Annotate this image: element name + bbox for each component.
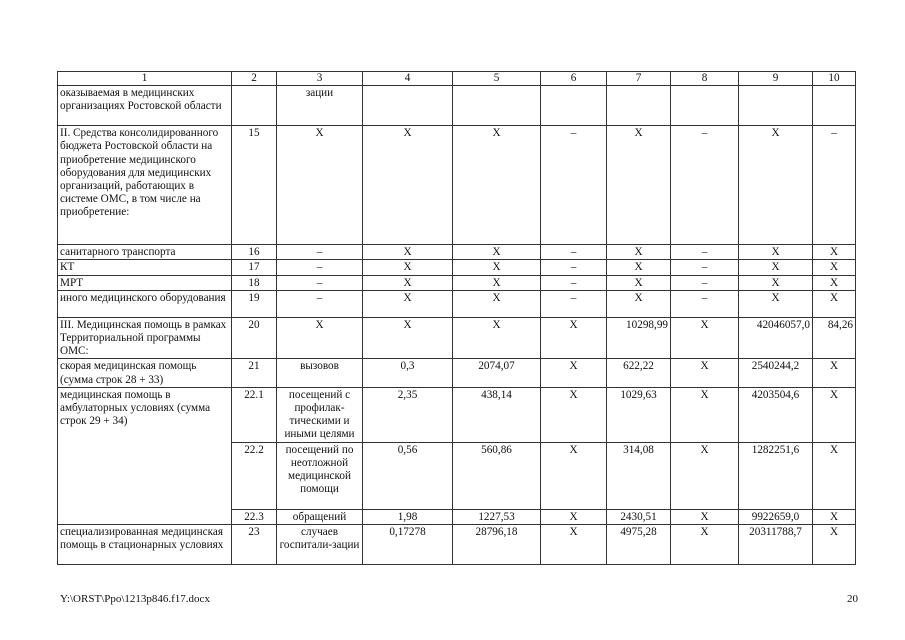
table-cell: Х bbox=[277, 317, 363, 359]
table-cell: 0,17278 bbox=[363, 524, 453, 564]
table-cell: Х bbox=[739, 290, 813, 317]
table-cell: Х bbox=[671, 387, 739, 442]
table-cell: Х bbox=[813, 509, 856, 524]
table-cell: Х bbox=[607, 245, 671, 260]
header-cell: 7 bbox=[607, 72, 671, 86]
header-cell: 8 bbox=[671, 72, 739, 86]
table-cell: Х bbox=[739, 245, 813, 260]
header-cell: 10 bbox=[813, 72, 856, 86]
table-cell: Х bbox=[813, 275, 856, 290]
table-cell: 0,3 bbox=[363, 359, 453, 387]
table-cell: 17 bbox=[232, 260, 277, 275]
table-cell: Х bbox=[453, 245, 541, 260]
table-cell: 560,86 bbox=[453, 442, 541, 509]
header-cell: 3 bbox=[277, 72, 363, 86]
table-cell: 10298,99 bbox=[607, 317, 671, 359]
table-cell: Х bbox=[739, 126, 813, 245]
table-cell: – bbox=[671, 275, 739, 290]
row-label: II. Средства консолидированного бюджета Ростовской области на приобретение медицинского оборудования для медицинских организаций, работающих в системе ОМС, в том числе на приобретение: bbox=[58, 126, 232, 245]
table-cell: зации bbox=[277, 86, 363, 126]
table-cell: 2430,51 bbox=[607, 509, 671, 524]
table-cell: Х bbox=[739, 260, 813, 275]
table-cell: Х bbox=[363, 260, 453, 275]
table-cell: 1227,53 bbox=[453, 509, 541, 524]
table-cell: 42046057,0 bbox=[739, 317, 813, 359]
table-cell: Х bbox=[363, 126, 453, 245]
table-cell: – bbox=[671, 245, 739, 260]
table-cell: 1029,63 bbox=[607, 387, 671, 442]
table-cell: Х bbox=[453, 260, 541, 275]
table-cell: 4975,28 bbox=[607, 524, 671, 564]
table-cell: 22.2 bbox=[232, 442, 277, 509]
table-cell: 16 bbox=[232, 245, 277, 260]
table-cell: 0,56 bbox=[363, 442, 453, 509]
table-cell: Х bbox=[607, 260, 671, 275]
table-cell: Х bbox=[739, 275, 813, 290]
header-cell: 2 bbox=[232, 72, 277, 86]
row-label: санитарного транспорта bbox=[58, 245, 232, 260]
table-cell: – bbox=[541, 260, 607, 275]
table-cell: Х bbox=[607, 126, 671, 245]
row-label: III. Медицинская помощь в рамках Территориальной программы ОМС: bbox=[58, 317, 232, 359]
table-row bbox=[58, 86, 856, 126]
row-label: скорая медицинская помощь (сумма строк 28 + 33) bbox=[58, 359, 232, 387]
table-row bbox=[58, 524, 856, 564]
header-cell: 1 bbox=[58, 72, 232, 86]
table-cell: Х bbox=[671, 509, 739, 524]
table-cell: – bbox=[277, 260, 363, 275]
table-cell: Х bbox=[453, 290, 541, 317]
table-cell: 21 bbox=[232, 359, 277, 387]
table-cell: 1282251,6 bbox=[739, 442, 813, 509]
table-cell: Х bbox=[813, 290, 856, 317]
table-cell: Х bbox=[363, 245, 453, 260]
table-cell: Х bbox=[607, 275, 671, 290]
table-cell: Х bbox=[541, 524, 607, 564]
table-cell: – bbox=[277, 275, 363, 290]
table-cell: 2,35 bbox=[363, 387, 453, 442]
table-cell: 2074,07 bbox=[453, 359, 541, 387]
table-cell: 2540244,2 bbox=[739, 359, 813, 387]
table-cell: – bbox=[541, 275, 607, 290]
table-row bbox=[58, 317, 856, 359]
table-cell: Х bbox=[671, 317, 739, 359]
table-cell: Х bbox=[363, 275, 453, 290]
file-path: Y:\ORST\Ppo\1213p846.f17.docx bbox=[60, 593, 210, 605]
table-cell: Х bbox=[453, 126, 541, 245]
row-label: иного медицинского оборудования bbox=[58, 290, 232, 317]
table-cell: 438,14 bbox=[453, 387, 541, 442]
row-label: специализированная медицинская помощь в стационарных условиях bbox=[58, 524, 232, 564]
table-cell: Х bbox=[671, 442, 739, 509]
table-cell bbox=[453, 86, 541, 126]
table-cell: Х bbox=[671, 359, 739, 387]
table-row bbox=[58, 245, 856, 260]
table-cell: – bbox=[541, 290, 607, 317]
table-cell bbox=[541, 86, 607, 126]
table-cell: 1,98 bbox=[363, 509, 453, 524]
table-cell: 622,22 bbox=[607, 359, 671, 387]
table-cell: – bbox=[541, 126, 607, 245]
table-cell: Х bbox=[541, 317, 607, 359]
table-cell: Х bbox=[607, 290, 671, 317]
row-label: МРТ bbox=[58, 275, 232, 290]
table-cell bbox=[813, 86, 856, 126]
table-row bbox=[58, 387, 856, 442]
table-cell: Х bbox=[453, 275, 541, 290]
table-cell: – bbox=[277, 245, 363, 260]
table-cell: 15 bbox=[232, 126, 277, 245]
table-cell bbox=[607, 86, 671, 126]
table-cell: Х bbox=[453, 317, 541, 359]
table-cell: Х bbox=[541, 359, 607, 387]
table-cell: Х bbox=[541, 387, 607, 442]
table-cell: Х bbox=[363, 317, 453, 359]
header-cell: 5 bbox=[453, 72, 541, 86]
table-row bbox=[58, 260, 856, 275]
table-cell: Х bbox=[813, 524, 856, 564]
data-table bbox=[57, 71, 856, 565]
table-row bbox=[58, 275, 856, 290]
table-cell bbox=[232, 86, 277, 126]
table-cell: 22.1 bbox=[232, 387, 277, 442]
table-row bbox=[58, 290, 856, 317]
table-cell: 18 bbox=[232, 275, 277, 290]
table-cell: Х bbox=[813, 260, 856, 275]
table-cell: вызовов bbox=[277, 359, 363, 387]
table-cell: Х bbox=[277, 126, 363, 245]
table-row bbox=[58, 359, 856, 387]
table-cell bbox=[671, 86, 739, 126]
page-number: 20 bbox=[847, 593, 858, 605]
table-cell: 28796,18 bbox=[453, 524, 541, 564]
table-cell: 314,08 bbox=[607, 442, 671, 509]
table-cell: 9922659,0 bbox=[739, 509, 813, 524]
table-cell: случаев госпитали-зации bbox=[277, 524, 363, 564]
table-cell: обращений bbox=[277, 509, 363, 524]
row-label: КТ bbox=[58, 260, 232, 275]
header-cell: 6 bbox=[541, 72, 607, 86]
table-cell: Х bbox=[541, 509, 607, 524]
table-cell: Х bbox=[541, 442, 607, 509]
table-cell: 23 bbox=[232, 524, 277, 564]
table-cell: 19 bbox=[232, 290, 277, 317]
table-cell: 22.3 bbox=[232, 509, 277, 524]
table-cell: 20 bbox=[232, 317, 277, 359]
table-cell: Х bbox=[813, 387, 856, 442]
table-cell: посещений с профилак-тическими и иными целями bbox=[277, 387, 363, 442]
table-row bbox=[58, 126, 856, 245]
table-cell: – bbox=[671, 260, 739, 275]
header-row bbox=[58, 72, 856, 86]
table-cell: Х bbox=[813, 245, 856, 260]
table-cell: – bbox=[813, 126, 856, 245]
table-cell: Х bbox=[813, 442, 856, 509]
header-cell: 4 bbox=[363, 72, 453, 86]
table-cell: посещений по неотложной медицинской помощи bbox=[277, 442, 363, 509]
header-cell: 9 bbox=[739, 72, 813, 86]
table-cell: – bbox=[541, 245, 607, 260]
table-cell: 20311788,7 bbox=[739, 524, 813, 564]
table-cell: 84,26 bbox=[813, 317, 856, 359]
table-cell bbox=[739, 86, 813, 126]
table-cell: 4203504,6 bbox=[739, 387, 813, 442]
table-cell: Х bbox=[671, 524, 739, 564]
table-cell bbox=[363, 86, 453, 126]
row-label: медицинская помощь в амбулаторных условиях (сумма строк 29 + 34) bbox=[58, 387, 232, 524]
table-cell: – bbox=[671, 126, 739, 245]
table-cell: – bbox=[671, 290, 739, 317]
row-label: оказываемая в медицинских организациях Ростовской области bbox=[58, 86, 232, 126]
table-cell: Х bbox=[813, 359, 856, 387]
table-cell: – bbox=[277, 290, 363, 317]
table-cell: Х bbox=[363, 290, 453, 317]
